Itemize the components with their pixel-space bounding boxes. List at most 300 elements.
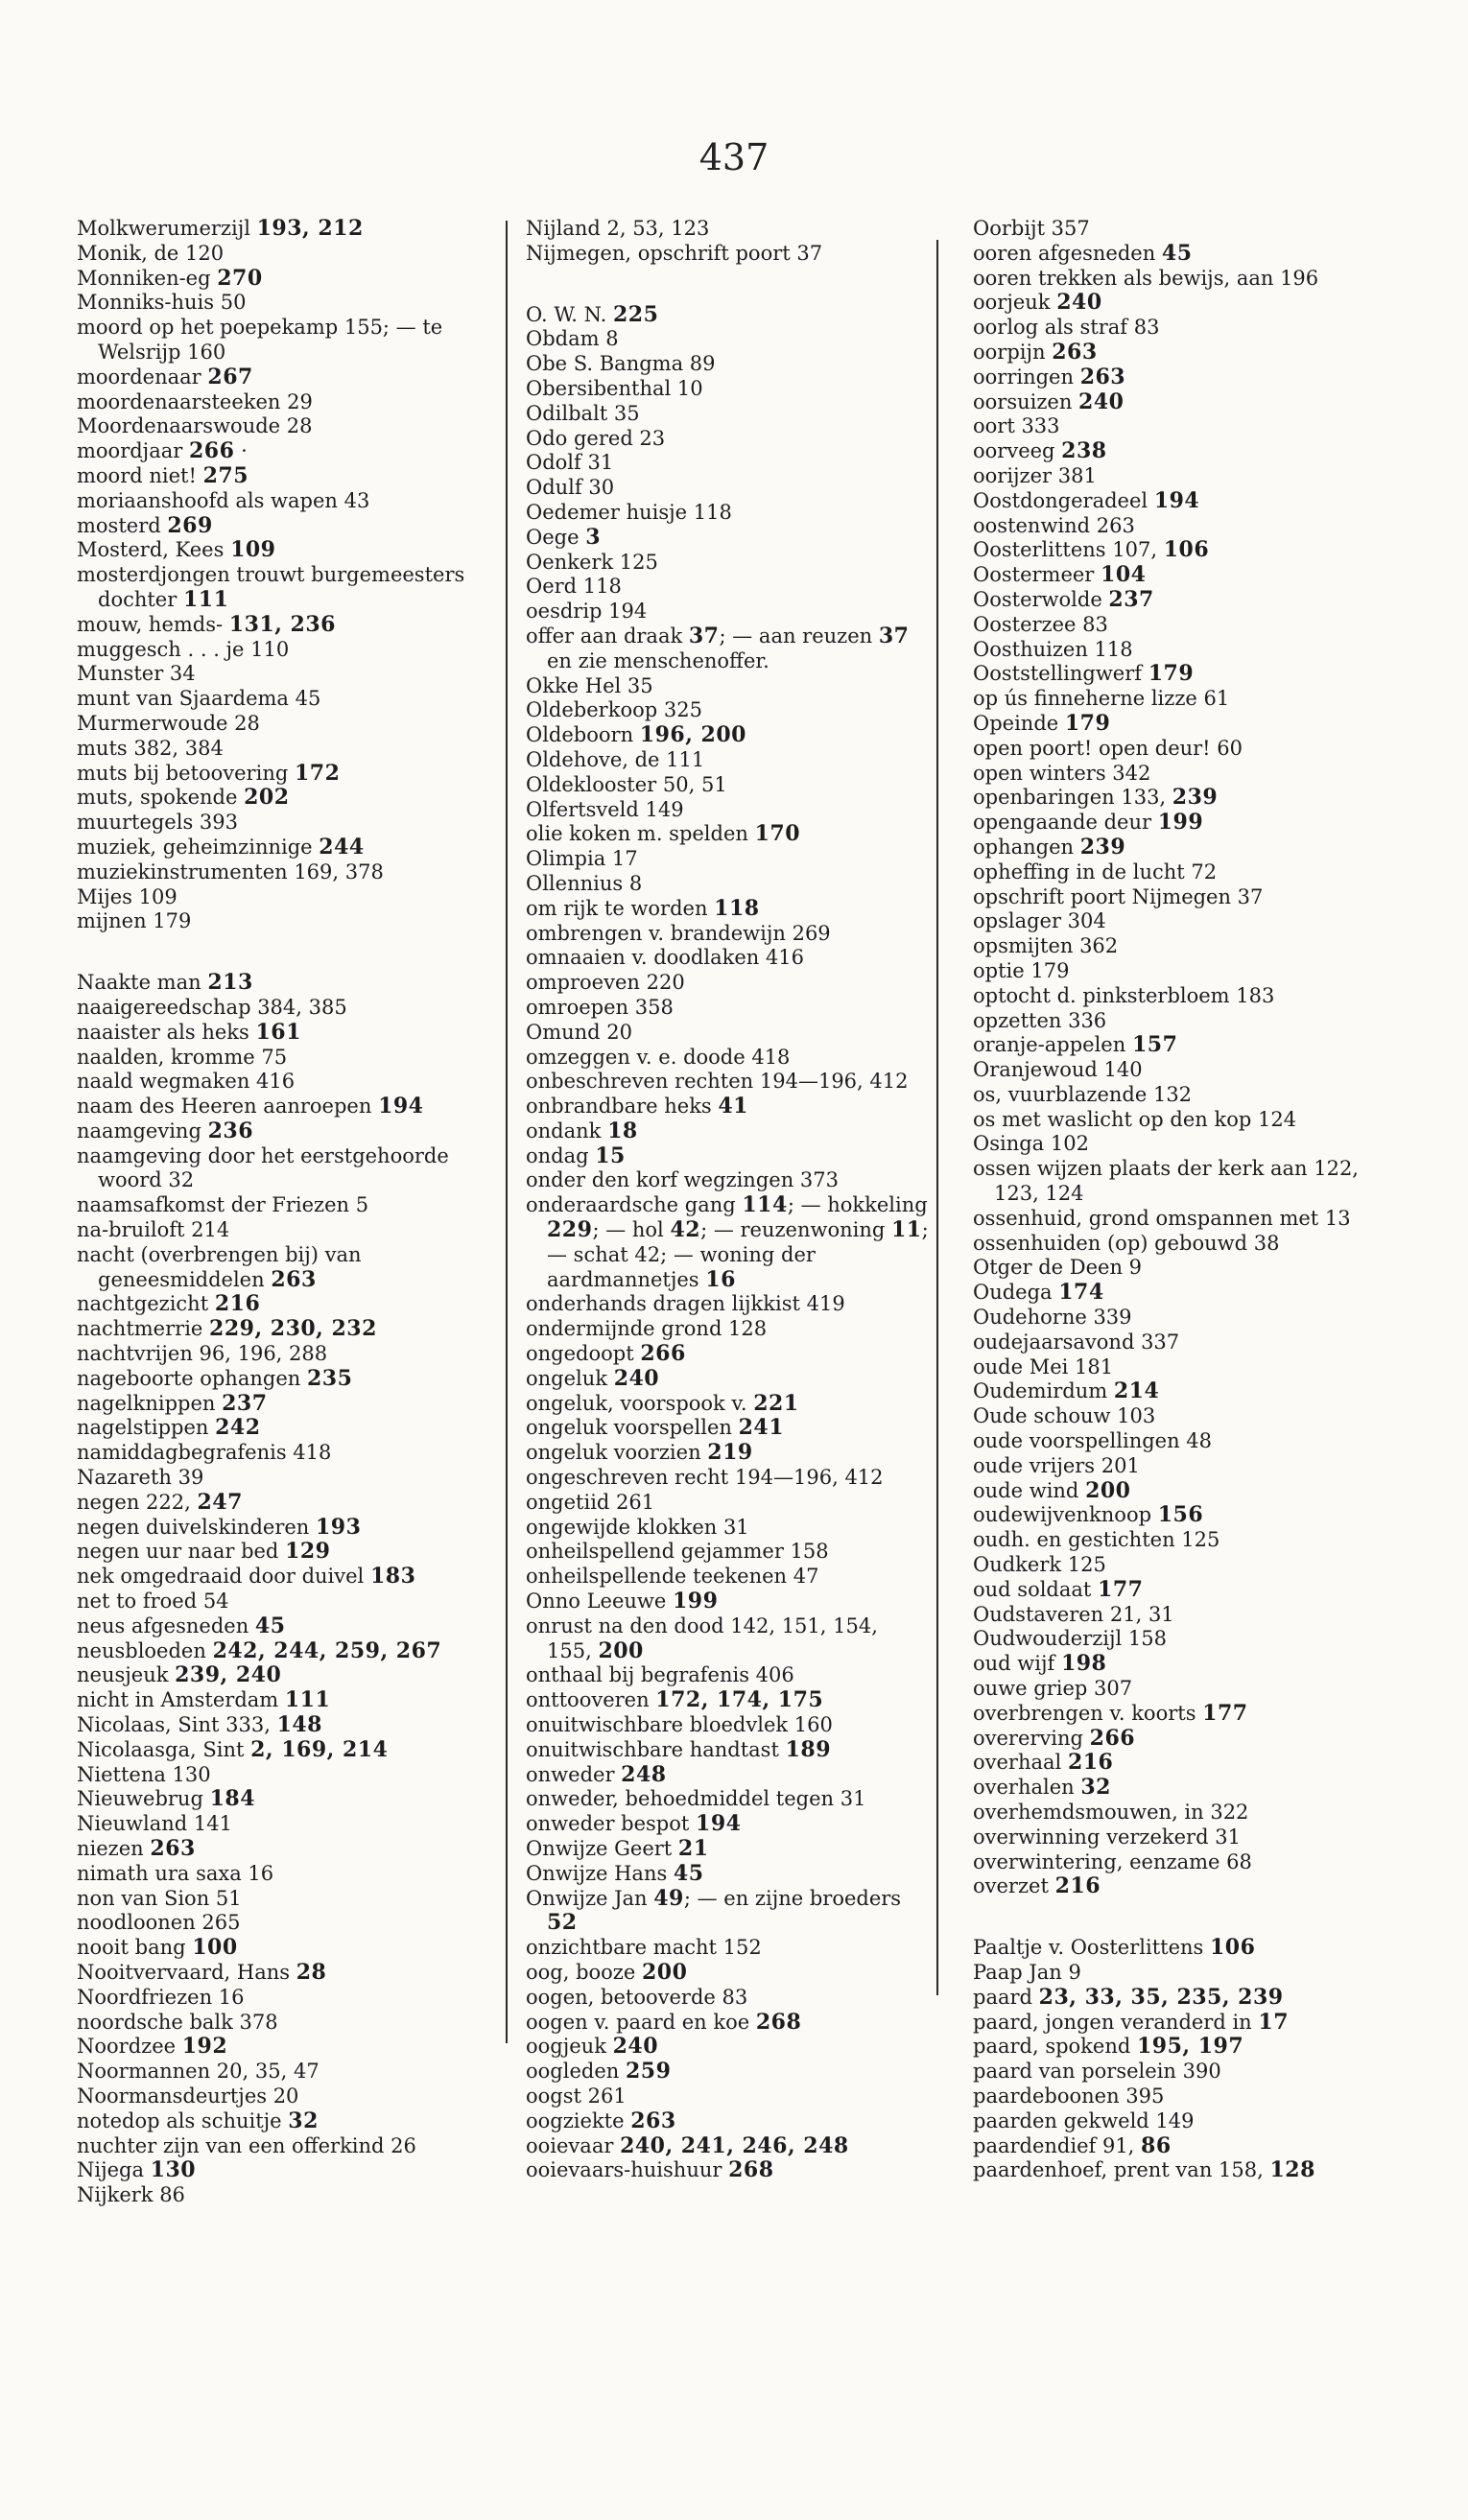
page-ref-bold: 32	[1080, 1775, 1111, 1801]
page-ref-bold: 263	[630, 2108, 676, 2133]
index-entry	[77, 712, 480, 737]
index-entry	[77, 2035, 480, 2060]
index-entry	[77, 1887, 480, 1912]
entry-text: paardendief 91,	[973, 2133, 1142, 2157]
index-entry	[77, 489, 480, 514]
index-entry	[526, 1688, 929, 1713]
page-ref-bold: 240	[1078, 389, 1125, 414]
index-entry	[973, 1825, 1376, 1850]
entry-text: Odolf 31	[526, 451, 614, 475]
index-entry	[77, 1119, 480, 1144]
index-entry	[973, 1306, 1376, 1331]
page-ref-bold: 194	[378, 1094, 424, 1119]
entry-text: overhaal	[973, 1751, 1068, 1775]
page-ref-bold: 177	[1098, 1576, 1144, 1602]
entry-text: nuchter zijn van een offerkind 26	[77, 2133, 416, 2157]
index-entry	[77, 1738, 480, 1763]
page-ref-bold: 240	[613, 1365, 660, 1391]
entry-text: Oldehove, de 111	[526, 747, 705, 771]
index-entry	[526, 2109, 929, 2134]
entry-text: Odo gered 23	[526, 426, 666, 450]
index-entry	[526, 242, 929, 267]
page-ref-bold: 241	[738, 1415, 785, 1441]
index-entry	[77, 996, 480, 1021]
section-gap	[973, 1899, 1376, 1936]
page-ref-bold: 268	[728, 2157, 774, 2183]
index-entry	[526, 971, 929, 996]
page-ref-bold: 266	[1089, 1725, 1136, 1751]
entry-text: namiddagbegrafenis 418	[77, 1441, 332, 1465]
page-ref-bold: 198	[1060, 1651, 1107, 1677]
entry-text: Munster 34	[77, 662, 196, 686]
index-entry	[973, 1986, 1376, 2011]
page-ref-bold: 244	[319, 834, 365, 860]
entry-text: omroepen 358	[526, 995, 674, 1019]
entry-text: Odilbalt 35	[526, 401, 640, 425]
index-entry	[526, 1961, 929, 1986]
index-entry	[973, 538, 1376, 563]
index-entry	[526, 1070, 929, 1095]
entry-text: Oostermeer	[973, 563, 1101, 587]
entry-text: Monniken-eg	[77, 266, 218, 290]
index-entry	[973, 1108, 1376, 1133]
index-entry	[973, 984, 1376, 1009]
entry-text: paard, jongen veranderd in	[973, 2010, 1259, 2034]
entry-text: naamgeving	[77, 1119, 208, 1142]
index-entry	[77, 1837, 480, 1862]
index-entry	[77, 786, 480, 811]
index-entry	[526, 897, 929, 922]
index-entry	[526, 698, 929, 723]
entry-text: Nijmegen, opschrift poort 37	[526, 241, 823, 265]
index-entry	[973, 341, 1376, 365]
page-ref-bold: 196, 200	[639, 722, 746, 748]
page-ref-bold: 216	[1054, 1873, 1101, 1899]
index-entry	[526, 773, 929, 798]
index-entry	[973, 786, 1376, 811]
index-entry	[77, 1688, 480, 1713]
index-entry	[973, 1058, 1376, 1083]
index-entry	[526, 822, 929, 847]
entry-text: ooievaar	[526, 2133, 621, 2157]
entry-text: oorsuizen	[973, 389, 1079, 413]
entry-text: oorringen	[973, 365, 1080, 389]
entry-text: oudejaarsavond 337	[973, 1330, 1180, 1354]
entry-text: optie 179	[973, 958, 1070, 982]
entry-text: ondag	[526, 1143, 596, 1167]
entry-text: oude vrijers 201	[973, 1453, 1140, 1477]
entry-text: O. W. N.	[526, 302, 613, 326]
index-entry	[77, 762, 480, 787]
index-entry	[973, 1677, 1376, 1702]
index-entry	[77, 638, 480, 663]
page-ref-bold: 236	[207, 1118, 254, 1143]
index-entry	[973, 390, 1376, 415]
entry-text: onbeschreven rechten 194—196, 412	[526, 1070, 909, 1094]
index-entry	[973, 1256, 1376, 1281]
index-entry	[973, 2035, 1376, 2060]
index-entry	[973, 1331, 1376, 1355]
page-ref-bold: 239, 240	[175, 1662, 282, 1688]
index-entry	[973, 1936, 1376, 1961]
entry-text: en zie menschenoffer.	[547, 648, 770, 672]
page-ref-bold: 148	[276, 1712, 322, 1738]
page-ref-bold: 238	[1061, 438, 1107, 464]
entry-text: Oude schouw 103	[973, 1404, 1156, 1428]
entry-text: oogziekte	[526, 2108, 631, 2132]
entry-text: onweder, behoedmiddel tegen 31	[526, 1787, 866, 1811]
entry-text: Oerd 118	[526, 575, 622, 599]
index-entry	[973, 1850, 1376, 1875]
entry-text: onrust na den dood 142, 151, 154, 155,	[526, 1613, 878, 1662]
page-ref-bold: 269	[167, 512, 213, 538]
entry-text: nacht (overbrengen bij) van geneesmiddelen	[77, 1242, 362, 1291]
entry-text: notedop als schuitje	[77, 2108, 289, 2132]
index-entry	[77, 365, 480, 390]
entry-text: onthaal bij begrafenis 406	[526, 1663, 794, 1687]
entry-text: oogen v. paard en koe	[526, 2010, 756, 2034]
index-entry	[526, 1317, 929, 1342]
page-ref-bold: 11	[891, 1217, 922, 1243]
entry-text: Osinga 102	[973, 1132, 1089, 1156]
page-ref-bold: 259	[625, 2059, 672, 2084]
index-entry	[77, 1590, 480, 1614]
index-entry	[973, 836, 1376, 860]
entry-text: oorveeg	[973, 439, 1062, 463]
entry-text: munt van Sjaardema 45	[77, 687, 321, 711]
entry-text: onweder bespot	[526, 1812, 697, 1836]
entry-text: onderhands dragen lijkkist 419	[526, 1292, 845, 1316]
index-entry	[973, 1503, 1376, 1528]
entry-text: Monik, de 120	[77, 241, 225, 265]
entry-text: overhalen	[973, 1776, 1081, 1800]
index-entry	[973, 1355, 1376, 1380]
entry-text: noordsche balk 378	[77, 2010, 278, 2034]
page-ref-bold: 179	[1148, 661, 1195, 687]
index-entry	[77, 1070, 480, 1095]
entry-text: overbrengen v. koorts	[973, 1701, 1203, 1725]
entry-text: overwinning verzekerd 31	[973, 1825, 1241, 1849]
index-entry	[973, 242, 1376, 267]
entry-text: offer aan draak	[526, 624, 689, 648]
entry-text: open winters 342	[973, 761, 1151, 785]
entry-text: Oorbijt 357	[973, 217, 1090, 240]
entry-text: nachtmerrie	[77, 1317, 210, 1341]
index-entry	[973, 687, 1376, 712]
page-ref-bold: 266	[640, 1341, 686, 1367]
index-entry	[77, 971, 480, 996]
page-ref-bold: 131, 236	[228, 611, 336, 637]
index-entry	[526, 1614, 929, 1664]
index-entry	[77, 811, 480, 836]
entry-text: ongedoopt	[526, 1342, 641, 1366]
entry-text: oorpijn	[973, 340, 1053, 364]
entry-text: moriaanshoofd als wapen 43	[77, 488, 370, 512]
entry-text: oudewijvenknoop	[973, 1503, 1158, 1527]
index-entry	[77, 687, 480, 712]
index-entry	[973, 1379, 1376, 1404]
page-ref-bold: 18	[607, 1118, 638, 1143]
index-entry	[77, 439, 480, 464]
page-ref-bold: 42	[670, 1217, 701, 1243]
index-entry	[526, 2011, 929, 2036]
entry-text: oogen, betooverde 83	[526, 1985, 748, 2009]
page-ref-bold: 229, 230, 232	[209, 1316, 377, 1342]
index-entry	[526, 2134, 929, 2159]
entry-text: Oudkerk 125	[973, 1553, 1106, 1577]
index-entry	[526, 476, 929, 501]
entry-text: Nazareth 39	[77, 1466, 204, 1490]
entry-text: oranje-appelen	[973, 1033, 1132, 1057]
page-ref-bold: 216	[214, 1291, 261, 1317]
index-entry	[526, 352, 929, 377]
entry-text: ongewijde klokken 31	[526, 1515, 749, 1539]
entry-text: Oudehorne 339	[973, 1306, 1132, 1330]
index-entry	[973, 1751, 1376, 1776]
index-entry	[973, 1528, 1376, 1553]
index-entry	[973, 1281, 1376, 1306]
index-entry	[526, 526, 929, 551]
entry-text: overhemdsmouwen, in 322	[973, 1801, 1249, 1824]
entry-text: oud soldaat	[973, 1577, 1099, 1601]
index-entry	[77, 1639, 480, 1664]
entry-text: ; — en zijne broeders	[683, 1886, 902, 1910]
entry-text: Onwijze Jan	[526, 1886, 654, 1910]
entry-text: Olimpia 17	[526, 847, 638, 871]
page-ref-bold: 263	[150, 1836, 196, 1861]
index-entry	[973, 464, 1376, 489]
index-entry	[526, 922, 929, 947]
entry-text: niezen	[77, 1837, 151, 1860]
page-ref-bold: 156	[1157, 1502, 1204, 1528]
page-ref-bold: 111	[182, 586, 229, 612]
page-ref-bold: 45	[1161, 240, 1193, 266]
page-ref-bold: 174	[1058, 1280, 1104, 1306]
index-entry	[77, 2158, 480, 2183]
page-ref-bold: 263	[1052, 339, 1098, 365]
index-entry	[77, 1516, 480, 1541]
index-entry	[973, 1009, 1376, 1034]
entry-text: optocht d. pinksterbloem 183	[973, 983, 1275, 1007]
index-entry	[77, 1862, 480, 1887]
index-entry	[77, 1292, 480, 1317]
entry-text: neus afgesneden	[77, 1613, 255, 1637]
entry-text: nagelstippen	[77, 1416, 216, 1440]
index-entry	[973, 267, 1376, 292]
index-entry	[526, 1021, 929, 1046]
entry-text: non van Sion 51	[77, 1886, 242, 1910]
index-entry	[526, 872, 929, 897]
page-ref-bold: 86	[1141, 2132, 1172, 2158]
index-entry	[77, 217, 480, 242]
entry-text: muts bij betoovering	[77, 761, 295, 785]
index-entry	[973, 885, 1376, 910]
entry-text: mijnen 179	[77, 909, 192, 933]
index-entry	[77, 267, 480, 292]
page-ref-bold: 41	[718, 1094, 748, 1119]
entry-text: Mijes 109	[77, 884, 178, 908]
entry-text: ondank	[526, 1119, 608, 1142]
index-entry	[526, 1936, 929, 1961]
entry-text: moordenaar	[77, 365, 208, 389]
index-entry	[77, 2109, 480, 2134]
entry-text: naalden, kromme 75	[77, 1045, 288, 1069]
entry-text: nageboorte ophangen	[77, 1366, 307, 1390]
entry-text: oude wind	[973, 1478, 1086, 1502]
index-entry	[526, 1763, 929, 1788]
page-ref-bold: 17	[1258, 2009, 1290, 2035]
index-entry	[973, 1157, 1376, 1207]
index-entry	[973, 1727, 1376, 1752]
entry-text: oogst 261	[526, 2084, 627, 2108]
page-ref-bold: 2, 169, 214	[250, 1736, 389, 1762]
entry-text: oort 333	[973, 414, 1060, 438]
index-entry	[973, 1132, 1376, 1157]
index-entry	[973, 1479, 1376, 1504]
page-ref-bold: 193	[316, 1514, 362, 1540]
index-entry	[77, 1021, 480, 1046]
index-entry	[973, 2084, 1376, 2109]
index-entry	[526, 1713, 929, 1738]
page-ref-bold: 240	[612, 2034, 659, 2060]
entry-text: naamsafkomst der Friezen 5	[77, 1193, 369, 1217]
section-gap	[526, 267, 929, 303]
entry-text: nicht in Amsterdam	[77, 1688, 285, 1712]
page-ref-bold: 267	[207, 364, 253, 389]
page-ref-bold: 214	[1113, 1378, 1160, 1404]
index-entry	[973, 1961, 1376, 1986]
page-ref-bold: 199	[1157, 810, 1204, 836]
index-entry	[526, 1046, 929, 1071]
entry-text: olie koken m. spelden	[526, 822, 755, 846]
entry-text: Onwijze Geert	[526, 1837, 678, 1860]
page-ref-bold: 268	[755, 2009, 802, 2035]
entry-text: moord niet!	[77, 463, 203, 487]
index-entry	[973, 365, 1376, 390]
index-column-3	[973, 217, 1376, 2183]
page-ref-bold: 239	[1172, 785, 1219, 811]
entry-text: muurtegels 393	[77, 811, 238, 835]
index-entry	[973, 662, 1376, 687]
entry-text: Niettena 130	[77, 1762, 211, 1786]
page-ref-bold: 161	[255, 1019, 301, 1045]
index-entry	[973, 1404, 1376, 1429]
entry-text: ooievaars-huishuur	[526, 2158, 729, 2182]
entry-text: opheffing in de lucht 72	[973, 860, 1218, 883]
entry-text: Ooststellingwerf	[973, 662, 1148, 686]
entry-text: opsmijten 362	[973, 934, 1119, 958]
page-ref-bold: 194	[1153, 487, 1200, 513]
index-entry	[526, 1193, 929, 1292]
entry-text: moordenaarsteeken 29	[77, 389, 313, 413]
entry-text: Oldeboorn	[526, 723, 640, 747]
entry-text: nooit bang	[77, 1936, 193, 1960]
index-entry	[526, 2060, 929, 2084]
index-entry	[973, 1553, 1376, 1578]
index-entry	[973, 2011, 1376, 2036]
index-entry	[77, 464, 480, 489]
entry-text: ombrengen v. brandewijn 269	[526, 921, 831, 945]
index-entry	[526, 1168, 929, 1193]
page-ref-bold: 229	[547, 1217, 593, 1243]
entry-text: Mosterd, Kees	[77, 538, 231, 562]
entry-text: Onwijze Hans	[526, 1861, 674, 1885]
entry-text: Monniks-huis 50	[77, 291, 247, 315]
entry-text: Oldeberkoop 325	[526, 698, 702, 722]
index-entry	[526, 427, 929, 452]
entry-text: ondermijnde grond 128	[526, 1317, 768, 1341]
page-ref-bold: 237	[222, 1390, 268, 1416]
entry-text: oesdrip 194	[526, 600, 648, 624]
entry-text: overerving	[973, 1726, 1090, 1750]
page-ref-bold: 189	[785, 1736, 832, 1762]
page-ref-bold: 192	[181, 2034, 228, 2060]
entry-text: oogleden	[526, 2060, 626, 2084]
page-ref-bold: 202	[244, 785, 290, 811]
index-entry	[77, 1763, 480, 1788]
entry-text: Nicolaas, Sint 333,	[77, 1713, 277, 1737]
index-entry	[526, 674, 929, 699]
entry-text: omnaaien v. doodlaken 416	[526, 946, 805, 970]
index-entry	[526, 600, 929, 624]
index-entry	[526, 624, 929, 674]
entry-text: Oenkerk 125	[526, 550, 658, 574]
entry-text: oud wijf	[973, 1652, 1061, 1676]
entry-text: opslager 304	[973, 909, 1106, 933]
entry-text: ·	[234, 439, 248, 463]
page-ref-bold: 15	[595, 1142, 626, 1168]
entry-text: overwintering, eenzame 68	[973, 1849, 1252, 1873]
entry-text: opengaande deur	[973, 811, 1158, 835]
index-entry	[526, 723, 929, 748]
index-entry	[526, 1119, 929, 1144]
page-ref-bold: 239	[1079, 834, 1126, 860]
entry-text: muziekinstrumenten 169, 378	[77, 860, 384, 883]
index-entry	[526, 1441, 929, 1466]
index-entry	[973, 291, 1376, 316]
entry-text: moord op het poepekamp 155; — te Welsrijp 160	[77, 316, 443, 364]
index-entry	[973, 414, 1376, 439]
index-entry	[77, 860, 480, 885]
entry-text: oog, booze	[526, 1960, 642, 1984]
page-ref-bold: 213	[207, 970, 253, 996]
page-ref-bold: 199	[673, 1589, 719, 1614]
entry-text: Murmerwoude 28	[77, 711, 260, 735]
page-ref-bold: 3	[585, 524, 602, 550]
entry-text: negen uur naar bed	[77, 1540, 286, 1564]
index-entry	[973, 737, 1376, 762]
page-ref-bold: 183	[369, 1564, 416, 1590]
index-entry	[526, 1540, 929, 1565]
section-gap	[77, 934, 480, 971]
page-ref-bold: 172	[294, 760, 341, 786]
index-entry	[973, 1429, 1376, 1454]
entry-text: muziek, geheimzinnige	[77, 835, 320, 859]
index-entry	[77, 514, 480, 539]
page-ref-bold: 242	[215, 1415, 261, 1441]
index-entry	[526, 996, 929, 1021]
entry-text: Olfertsveld 149	[526, 797, 684, 821]
index-entry	[77, 885, 480, 910]
page-ref-bold: 200	[641, 1959, 688, 1985]
page-ref-bold: 23, 33, 35, 235, 239	[1038, 1984, 1284, 2010]
entry-text: Paaltje v. Oosterlittens	[973, 1936, 1210, 1960]
entry-text: Oosthuizen 118	[973, 637, 1133, 661]
index-entry	[973, 1454, 1376, 1479]
entry-text: onuitwischbare handtast	[526, 1737, 786, 1761]
page-ref-bold: 263	[1079, 364, 1126, 389]
index-entry	[77, 414, 480, 439]
